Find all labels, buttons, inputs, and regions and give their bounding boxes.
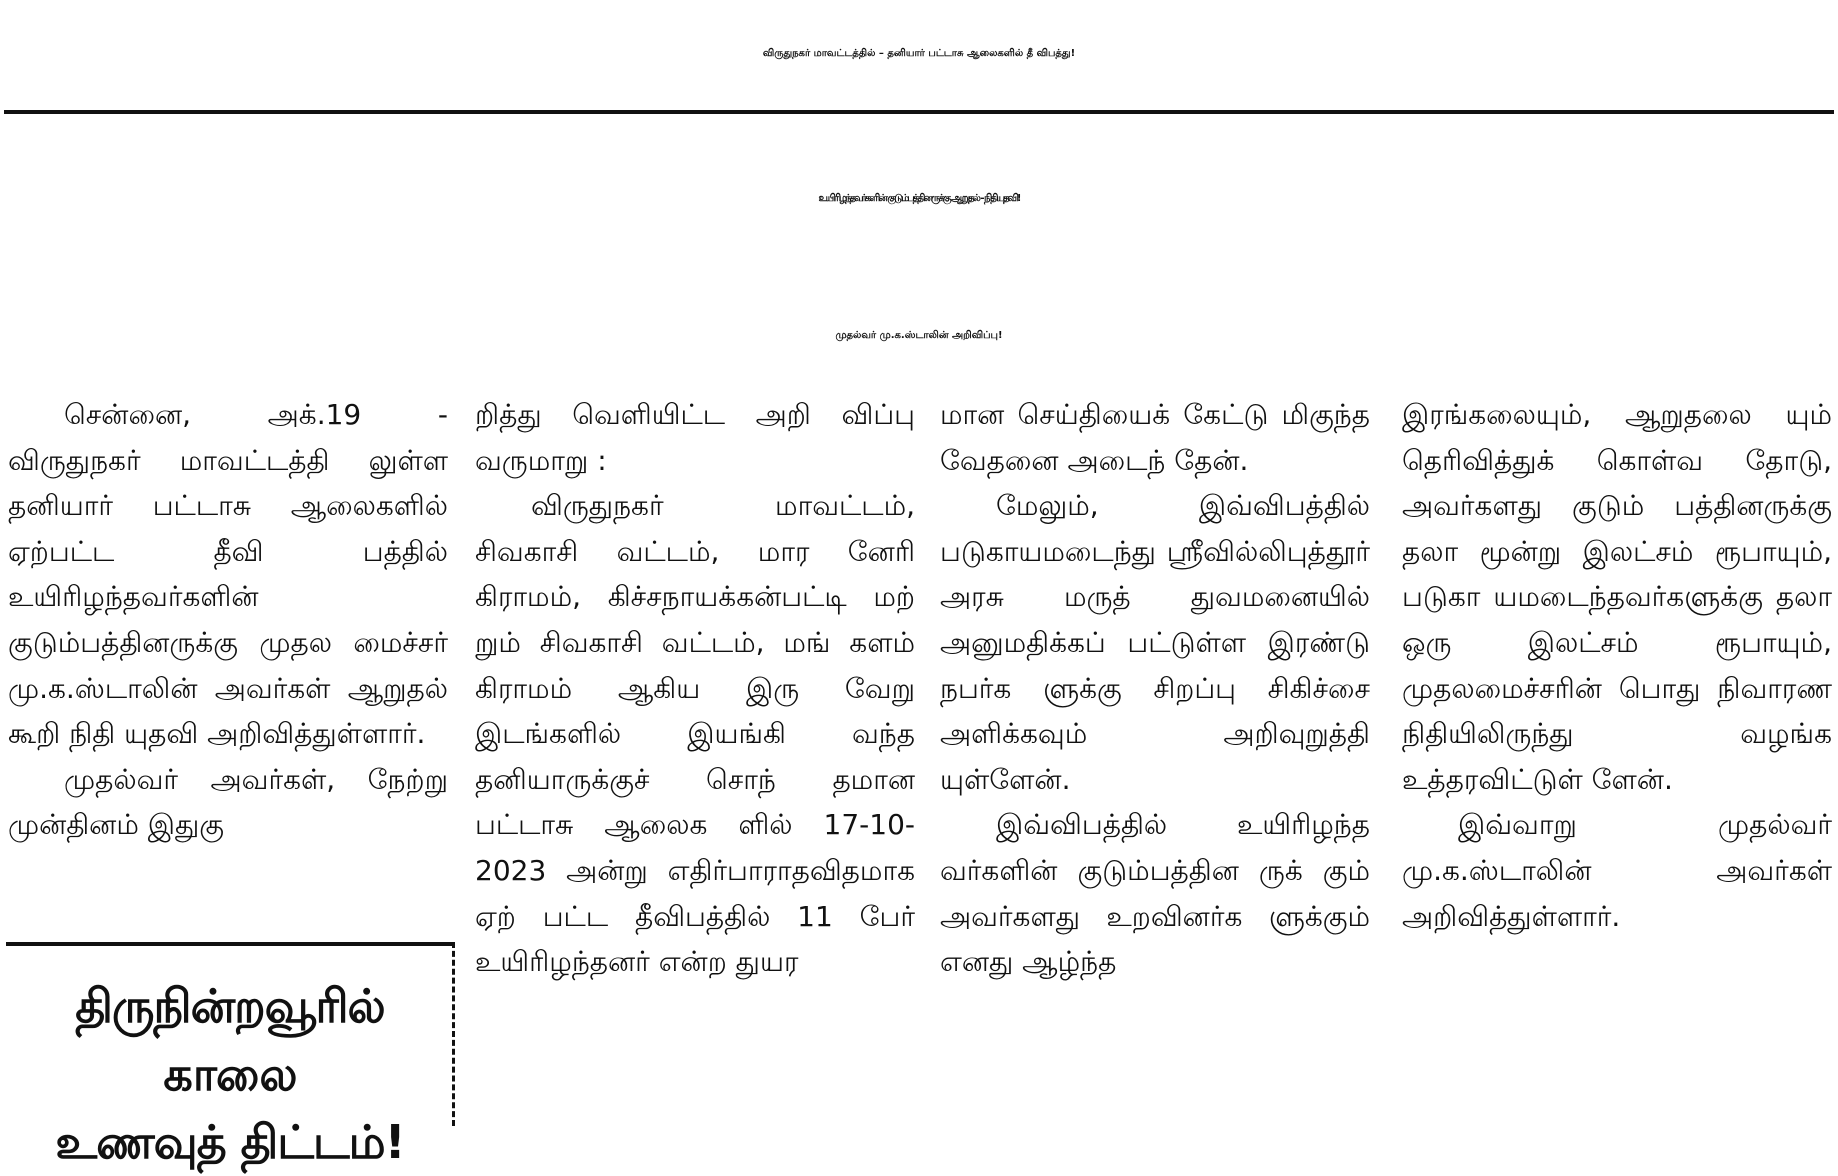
article-paragraph: றித்து வெளியிட்ட அறி விப்பு வருமாறு : (475, 398, 915, 477)
inset-headline-line: உணவுத் திட்டம்! (55, 1115, 405, 1169)
inset-headline-line: திருநின்றவூரில் காலை (75, 979, 385, 1101)
kicker-headline: விருதுநகர் மாவட்டத்தில் – தனியார் பட்டாசு ஆலைகளில் தீ விபத்து! (762, 48, 1076, 59)
article-paragraph: முதல்வர் அவர்கள், நேற்று முன்தினம் இதுகு (8, 762, 448, 842)
article-paragraph: விருதுநகர் மாவட்டம், சிவகாசி வட்டம், மார னேரி கிராமம், கிச்சநாயக்கன்பட்டி மற் றும் சிவகாசி வட்டம், மங் களம் கிராமம் ஆகிய இரு வேறு இடங்களில் இயங்கி வந்த தனியாருக்குச் சொந் தமான பட்டாசு ஆலைக ளில் 17-10-2023 அன்று எதிர்பாராதவிதமாக ஏற் பட்ட தீவிபத்தில் 11 பேர் உயிரிழந்தனர் என்ற துயர (475, 489, 915, 979)
article-paragraph: மேலும், இவ்விபத்தில் படுகாயமடைந்து ஸ்ரீவில்லிபுத்தூர் அரசு மருத் துவமனையில் அனுமதிக்கப் பட்டுள்ள இரண்டு நபர்க ளுக்கு சிறப்பு சிகிச்சை அளிக்கவும் அறிவுறுத்தி யுள்ளேன். (940, 489, 1370, 796)
article-column-3 (940, 392, 1370, 1126)
article-paragraph: இவ்வாறு முதல்வர் மு.க.ஸ்டாலின் அவர்கள் அறிவித்துள்ளார். (1402, 808, 1832, 933)
article-column-2 (475, 392, 915, 1126)
top-rule (4, 110, 1834, 114)
article-paragraph: சென்னை, அக்.19 - விருதுநகர் மாவட்டத்தி லுள்ள தனியார் பட்டாசு ஆலைகளில் ஏற்பட்ட தீவி பத்தில் உயிரிழந்தவர்களின் குடும்பத்தினருக்கு முதல மைச்சர் மு.க.ஸ்டாலின் அவர்கள் ஆறுதல் கூறி நிதி யுதவி அறிவித்துள்ளார். (8, 398, 448, 751)
article-column-4 (1402, 392, 1832, 1126)
article-column-1 (8, 392, 448, 942)
sub-headline: முதல்வர் மு.க.ஸ்டாலின் அறிவிப்பு! (835, 330, 1003, 341)
inset-side-rule (452, 942, 455, 1126)
article-paragraph: இவ்விபத்தில் உயிரிழந்த வர்களின் குடும்பத்தின ருக் கும் அவர்களது உறவினர்க ளுக்கும் எனது ஆழ்ந்த (940, 808, 1370, 979)
main-headline: உயிரிழந்தவர்களின் குடும்பத்தினருக்கு ஆறுதல் - நிதியுதவி! (818, 193, 1020, 204)
article-paragraph: மான செய்தியைக் கேட்டு மிகுந்த வேதனை அடைந் தேன். (940, 398, 1370, 477)
inset-headline (10, 972, 450, 1169)
article-paragraph: இரங்கலையும், ஆறுதலை யும் தெரிவித்துக் கொள்வ தோடு, அவர்களது குடும் பத்தினருக்கு தலா மூன்று இலட்சம் ரூபாயும், படுகா யமடைந்தவர்களுக்கு தலா ஒரு இலட்சம் ரூபாயும், முதலமைச்சரின் பொது நிவாரண நிதியிலிருந்து வழங்க உத்தரவிட்டுள் ளேன். (1402, 398, 1832, 796)
inset-top-rule (6, 942, 454, 946)
